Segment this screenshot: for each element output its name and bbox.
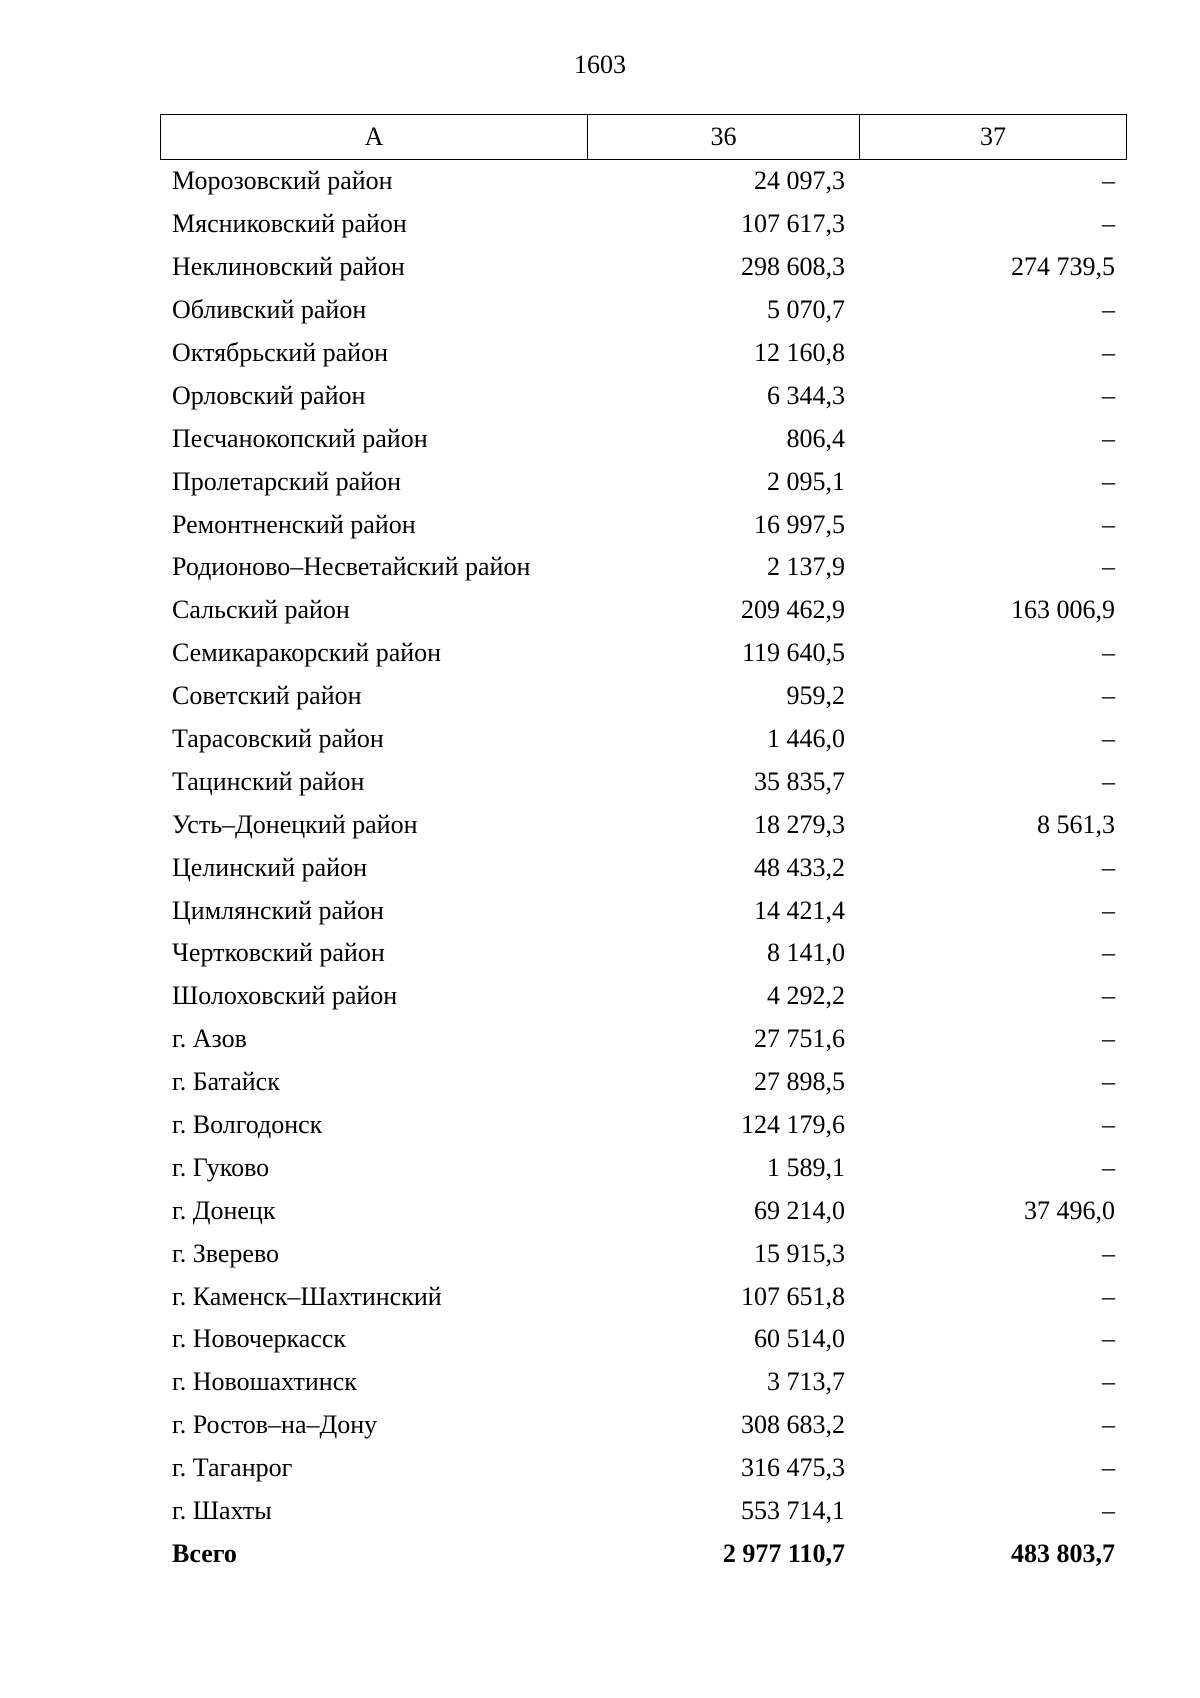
total-col-36: 2 977 110,7 — [722, 1538, 845, 1568]
row-name-cell: Сальский район — [172, 595, 350, 625]
table-row — [160, 1061, 1127, 1104]
table-row — [160, 1275, 1127, 1318]
table-row — [160, 1447, 1127, 1490]
row-col-36-cell: 15 915,3 — [754, 1238, 845, 1268]
row-col-36-cell: 298 608,3 — [741, 252, 845, 282]
row-col-36-cell: 14 421,4 — [754, 895, 845, 925]
row-name-cell: г. Волгодонск — [172, 1110, 323, 1140]
row-col-37-cell: – — [1102, 1024, 1115, 1054]
row-name-cell: Ремонтненский район — [172, 509, 416, 539]
table-row — [160, 1490, 1127, 1533]
row-name-cell: г. Азов — [172, 1024, 247, 1054]
row-col-36-cell: 8 141,0 — [767, 938, 845, 968]
table-row — [160, 1361, 1127, 1404]
row-col-37-cell: – — [1102, 1110, 1115, 1140]
row-name-cell: г. Таганрог — [172, 1453, 293, 1483]
row-col-37-cell: – — [1102, 724, 1115, 754]
total-label: Всего — [172, 1538, 237, 1568]
row-col-37-cell: – — [1102, 509, 1115, 539]
row-col-37-cell: – — [1102, 1067, 1115, 1097]
table-row — [160, 846, 1127, 889]
row-col-36-cell: 27 898,5 — [754, 1067, 845, 1097]
row-name-cell: г. Донецк — [172, 1195, 276, 1225]
row-col-37-cell: – — [1102, 380, 1115, 410]
row-name-cell: Шолоховский район — [172, 981, 398, 1011]
row-col-37-cell: – — [1102, 295, 1115, 325]
row-col-36-cell: 18 279,3 — [754, 809, 845, 839]
table-row — [160, 374, 1127, 417]
row-name-cell: Мясниковский район — [172, 209, 407, 239]
row-col-37-cell: – — [1102, 1410, 1115, 1440]
row-col-36-cell: 5 070,7 — [767, 295, 845, 325]
row-col-36-cell: 124 179,6 — [741, 1110, 845, 1140]
row-col-36-cell: 4 292,2 — [767, 981, 845, 1011]
row-name-cell: Песчанокопский район — [172, 423, 428, 453]
row-name-cell: Чертковский район — [172, 938, 385, 968]
row-col-36-cell: 69 214,0 — [754, 1195, 845, 1225]
row-col-37-cell: – — [1102, 1324, 1115, 1354]
row-col-37-cell: – — [1102, 766, 1115, 796]
table-row — [160, 546, 1127, 589]
table-row — [160, 632, 1127, 675]
row-col-36-cell: 1 446,0 — [767, 724, 845, 754]
page-number: 1603 — [574, 50, 626, 79]
table-row — [160, 589, 1127, 632]
row-col-37-cell: – — [1102, 852, 1115, 882]
row-col-37-cell: – — [1102, 681, 1115, 711]
row-col-37-cell: – — [1102, 981, 1115, 1011]
row-col-36-cell: 12 160,8 — [754, 338, 845, 367]
row-col-37-cell: – — [1102, 552, 1115, 582]
row-col-36-cell: 24 097,3 — [754, 166, 845, 196]
row-col-37-cell: – — [1102, 466, 1115, 496]
header-cell-36: 36 — [588, 115, 860, 159]
row-name-cell: Неклиновский район — [172, 252, 405, 282]
row-col-36-cell: 27 751,6 — [754, 1024, 845, 1054]
table-row — [160, 803, 1127, 846]
row-col-37-cell: 37 496,0 — [1024, 1195, 1115, 1225]
table-body — [160, 160, 1127, 1533]
table-row — [160, 889, 1127, 932]
data-table — [160, 114, 1127, 1575]
header-cell-37: 37 — [980, 122, 1006, 151]
row-col-36-cell: 553 714,1 — [741, 1496, 845, 1526]
row-col-36-cell: 806,4 — [786, 423, 845, 453]
row-name-cell: Орловский район — [172, 380, 366, 410]
row-name-cell: Тацинский район — [172, 766, 365, 796]
table-header — [160, 114, 1127, 160]
row-name-cell: Советский район — [172, 681, 362, 711]
row-col-37-cell: – — [1102, 938, 1115, 968]
row-name-cell: Семикаракорский район — [172, 638, 442, 668]
row-col-36-cell: 35 835,7 — [754, 766, 845, 796]
row-name-cell: Целинский район — [172, 852, 367, 882]
row-col-36-cell: 107 651,8 — [741, 1281, 845, 1311]
row-col-37-cell: – — [1102, 166, 1115, 196]
row-col-37-cell: – — [1102, 338, 1115, 367]
row-col-37-cell: – — [1102, 1281, 1115, 1311]
row-name-cell: г. Шахты — [172, 1496, 272, 1526]
table-row — [160, 1018, 1127, 1061]
row-name-cell: г. Гуково — [172, 1152, 270, 1182]
table-row — [160, 1104, 1127, 1147]
row-col-36-cell: 2 137,9 — [767, 552, 845, 582]
row-name-cell: г. Каменск–Шахтинский — [172, 1281, 442, 1311]
table-row — [160, 1146, 1127, 1189]
row-col-36-cell: 119 640,5 — [741, 638, 845, 668]
row-name-cell: Усть–Донецкий район — [172, 809, 418, 839]
table-row — [160, 289, 1127, 332]
row-name-cell: Цимлянский район — [172, 895, 384, 925]
table-row — [160, 1189, 1127, 1232]
row-col-36-cell: 48 433,2 — [754, 852, 845, 882]
row-name-cell: Пролетарский район — [172, 466, 402, 496]
row-col-36-cell: 209 462,9 — [741, 595, 845, 625]
row-col-37-cell: 163 006,9 — [1011, 595, 1115, 625]
total-row — [160, 1533, 1127, 1576]
table-row — [160, 718, 1127, 761]
table-row — [160, 1318, 1127, 1361]
row-col-36-cell: 16 997,5 — [754, 509, 845, 539]
row-col-37-cell: – — [1102, 895, 1115, 925]
row-col-37-cell: – — [1102, 209, 1115, 239]
row-name-cell: Тарасовский район — [172, 724, 384, 754]
table-row — [160, 975, 1127, 1018]
table-row — [160, 417, 1127, 460]
row-col-36-cell: 316 475,3 — [741, 1453, 845, 1483]
row-col-37-cell: – — [1102, 423, 1115, 453]
table-row — [160, 460, 1127, 503]
table-row — [160, 675, 1127, 718]
row-col-37-cell: – — [1102, 638, 1115, 668]
total-col-37: 483 803,7 — [1011, 1538, 1115, 1568]
row-name-cell: Октябрьский район — [172, 338, 388, 367]
table-row — [160, 503, 1127, 546]
row-col-37-cell: – — [1102, 1453, 1115, 1483]
header-cell-a: А — [161, 115, 588, 159]
row-name-cell: Родионово–Несветайский район — [172, 552, 531, 582]
row-col-37-cell: – — [1102, 1496, 1115, 1526]
row-name-cell: г. Зверево — [172, 1238, 280, 1268]
row-col-37-cell: – — [1102, 1152, 1115, 1182]
row-col-37-cell: 274 739,5 — [1011, 252, 1115, 282]
row-col-36-cell: 60 514,0 — [754, 1324, 845, 1354]
row-col-36-cell: 107 617,3 — [741, 209, 845, 239]
row-name-cell: г. Ростов–на–Дону — [172, 1410, 378, 1440]
table-row — [160, 160, 1127, 203]
row-col-37-cell: – — [1102, 1367, 1115, 1397]
row-col-36-cell: 3 713,7 — [767, 1367, 845, 1397]
table-row — [160, 1232, 1127, 1275]
row-col-36-cell: 1 589,1 — [767, 1152, 845, 1182]
row-name-cell: Обливский район — [172, 295, 367, 325]
row-name-cell: г. Новошахтинск — [172, 1367, 357, 1397]
table-row — [160, 932, 1127, 975]
row-name-cell: Морозовский район — [172, 166, 393, 196]
table-row — [160, 332, 1127, 375]
table-row — [160, 1404, 1127, 1447]
table-row — [160, 760, 1127, 803]
row-col-37-cell: 8 561,3 — [1037, 809, 1115, 839]
row-col-37-cell: – — [1102, 1238, 1115, 1268]
row-col-36-cell: 6 344,3 — [767, 380, 845, 410]
row-name-cell: г. Новочеркасск — [172, 1324, 347, 1354]
row-col-36-cell: 2 095,1 — [767, 466, 845, 496]
row-name-cell: г. Батайск — [172, 1067, 280, 1097]
table-row — [160, 246, 1127, 289]
table-row — [160, 203, 1127, 246]
row-col-36-cell: 308 683,2 — [741, 1410, 845, 1440]
row-col-36-cell: 959,2 — [786, 681, 845, 711]
